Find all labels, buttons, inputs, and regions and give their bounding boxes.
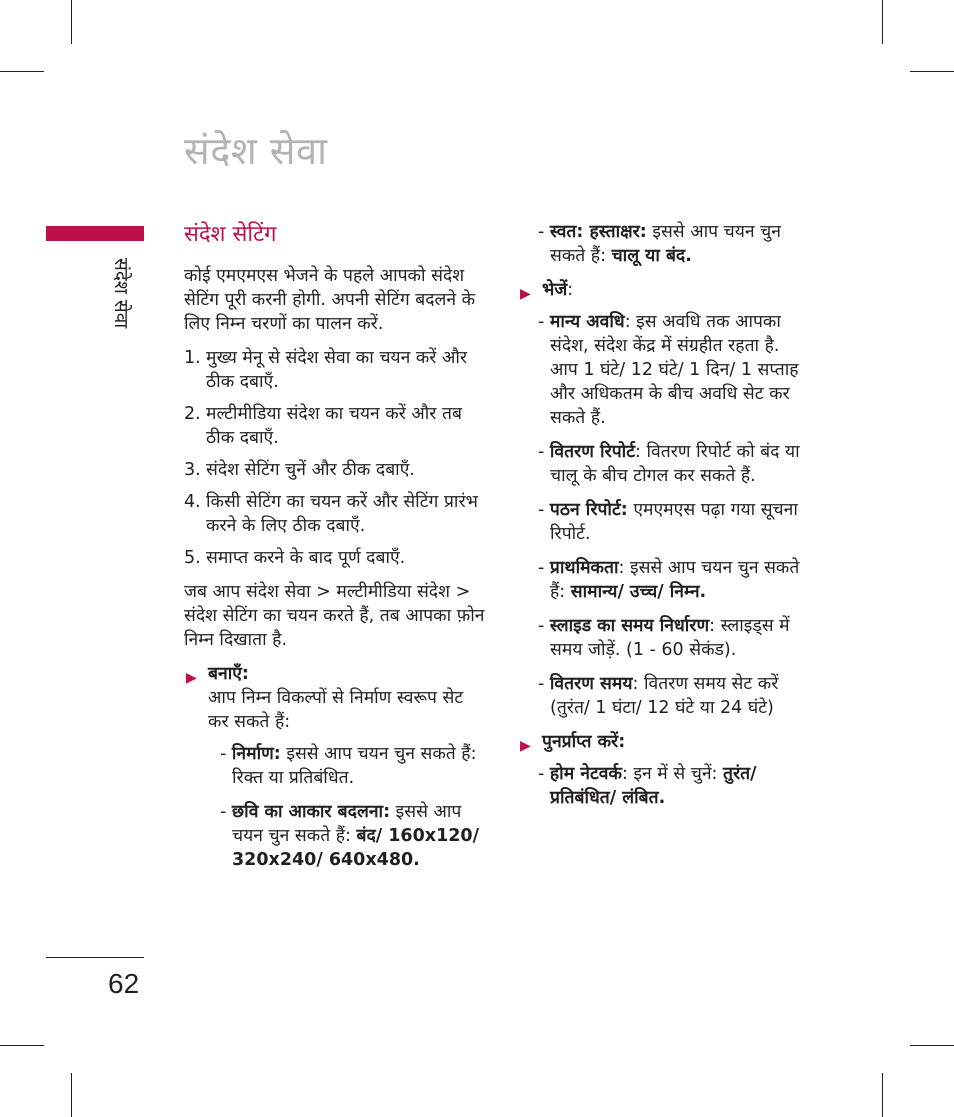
- option-label: वितरण रिपोर्ट: [549, 442, 636, 462]
- dash: -: [538, 500, 550, 520]
- option-label: प्राथमिकता: [549, 558, 619, 578]
- step-number: 2.: [184, 404, 201, 424]
- step-text: मुख्य मेनू से संदेश सेवा का चयन करें और ठीक दबाएँ.: [206, 348, 468, 392]
- crop-mark: [0, 71, 44, 72]
- crop-mark: [71, 1073, 72, 1117]
- step-item: [184, 402, 489, 450]
- step-text: समाप्त करने के बाद पूर्ण दबाएँ.: [206, 548, 406, 568]
- option-text: : इस अवधि तक आपका संदेश, संदेश केंद्र में संग्रहीत रहता है. आप 1 घंटे/ 12 घंटे/ 1 दिन/ 1 सप्ताह और अधिकतम के बीच अवधि सेट कर सकते हैं.: [550, 312, 799, 428]
- triangle-bullet-icon: ▶: [186, 670, 197, 686]
- dash: -: [538, 222, 550, 242]
- option-text: : स्लाइड्स में समय जोड़ें. (1 - 60 सेकंड).: [550, 616, 790, 660]
- option-text: इससे आप चयन चुन सकते हैं:: [550, 222, 781, 266]
- step-item: [184, 346, 489, 394]
- option-label: निर्माण:: [231, 744, 281, 764]
- option-text: : इन में से चुनें:: [621, 764, 724, 784]
- option-text: एमएमएस पढ़ा गया सूचना रिपोर्ट.: [550, 500, 798, 544]
- create-title: बनाएँ:: [208, 664, 249, 684]
- option-label: छवि का आकार बदलना:: [231, 802, 391, 822]
- side-tab-label: संदेश सेवा: [110, 258, 132, 329]
- option-values: बंद/ 160x120/ 320x240/ 640x480.: [232, 826, 479, 870]
- intro-paragraph: कोई एमएमएस भेजने के पहले आपको संदेश सेटिंग पूरी करनी होगी. अपनी सेटिंग बदलने के लिए निम्न चरणों का पालन करें.: [184, 266, 476, 334]
- create-description: आप निम्न विकल्पों से निर्माण स्वरूप सेट कर सकते हैं:: [208, 688, 464, 732]
- send-title: भेजें: [542, 280, 568, 300]
- step-number: 4.: [184, 492, 201, 512]
- create-section: [184, 662, 489, 734]
- step-item: [184, 458, 489, 482]
- option-item: [518, 672, 808, 720]
- step-number: 3.: [184, 460, 201, 480]
- crop-mark: [910, 71, 954, 72]
- option-label: स्वत: हस्ताक्षर:: [549, 222, 647, 242]
- dash: -: [538, 764, 550, 784]
- steps-list: [184, 346, 489, 570]
- option-item: [518, 220, 808, 268]
- send-title-suffix: :: [567, 280, 574, 300]
- option-label: वितरण समय: [549, 674, 633, 694]
- step-text: संदेश सेटिंग चुनें और ठीक दबाएँ.: [206, 460, 415, 480]
- crop-mark: [910, 1045, 954, 1046]
- step-number: 1.: [184, 348, 201, 368]
- retrieve-section: [518, 730, 808, 754]
- option-text: : वितरण रिपोर्ट को बंद या चालू के बीच टोगल कर सकते हैं.: [550, 442, 800, 486]
- dash: -: [538, 674, 550, 694]
- option-label: होम नेटवर्क: [549, 764, 622, 784]
- option-item: [518, 556, 808, 604]
- triangle-bullet-icon: ▶: [520, 738, 531, 754]
- option-label: स्लाइड का समय निर्धारण: [549, 616, 710, 636]
- left-column: [184, 220, 489, 882]
- option-label: मान्य अवधि: [549, 312, 625, 332]
- crop-mark: [882, 1073, 883, 1117]
- step-item: [184, 546, 489, 570]
- option-item: [184, 742, 489, 790]
- option-item: [518, 440, 808, 488]
- option-item: [518, 310, 808, 430]
- option-item: [518, 498, 808, 546]
- option-item: [184, 800, 489, 872]
- step-text: मल्टीमीडिया संदेश का चयन करें और तब ठीक दबाएँ.: [206, 404, 462, 448]
- dash: -: [220, 802, 232, 822]
- step-item: [184, 490, 489, 538]
- option-text: : वितरण समय सेट करें (तुरंत/ 1 घंटा/ 12 घंटे या 24 घंटे): [550, 674, 779, 718]
- option-label: पठन रिपोर्ट:: [549, 500, 628, 520]
- section-heading: संदेश सेटिंग: [184, 222, 277, 247]
- side-tab-bar: [46, 226, 144, 241]
- summary-paragraph: जब आप संदेश सेवा > मल्टीमीडिया संदेश > संदेश सेटिंग का चयन करते हैं, तब आपका फ़ोन निम्न दिखाता है.: [184, 582, 485, 650]
- page-number: 62: [108, 968, 140, 999]
- step-number: 5.: [184, 548, 201, 568]
- option-values: तुरंत/ प्रतिबंधित/ लंबित.: [550, 764, 757, 808]
- step-text: किसी सेटिंग का चयन करें और सेटिंग प्रारंभ करने के लिए ठीक दबाएँ.: [206, 492, 478, 536]
- retrieve-title: पुनर्प्राप्त करें:: [542, 732, 626, 752]
- dash: -: [538, 312, 550, 332]
- send-section: [518, 278, 808, 302]
- crop-mark: [0, 1045, 44, 1046]
- option-item: [518, 762, 808, 810]
- option-text: इससे आप चयन चुन सकते हैं:: [232, 802, 462, 846]
- dash: -: [538, 442, 550, 462]
- page-number-rule: [46, 957, 144, 958]
- triangle-bullet-icon: ▶: [520, 286, 531, 302]
- crop-mark: [882, 0, 883, 44]
- page-title: संदेश सेवा: [184, 129, 328, 173]
- right-column: [518, 220, 808, 820]
- dash: -: [220, 744, 232, 764]
- option-text: इससे आप चयन चुन सकते हैं: रिक्त या प्रतिबंधित.: [232, 744, 477, 788]
- dash: -: [538, 558, 550, 578]
- option-item: [518, 614, 808, 662]
- option-values: चालू या बंद.: [611, 246, 692, 266]
- crop-mark: [71, 0, 72, 44]
- option-values: सामान्य/ उच्च/ निम्न.: [570, 582, 707, 602]
- option-text: : इससे आप चयन चुन सकते हैं:: [550, 558, 800, 602]
- dash: -: [538, 616, 550, 636]
